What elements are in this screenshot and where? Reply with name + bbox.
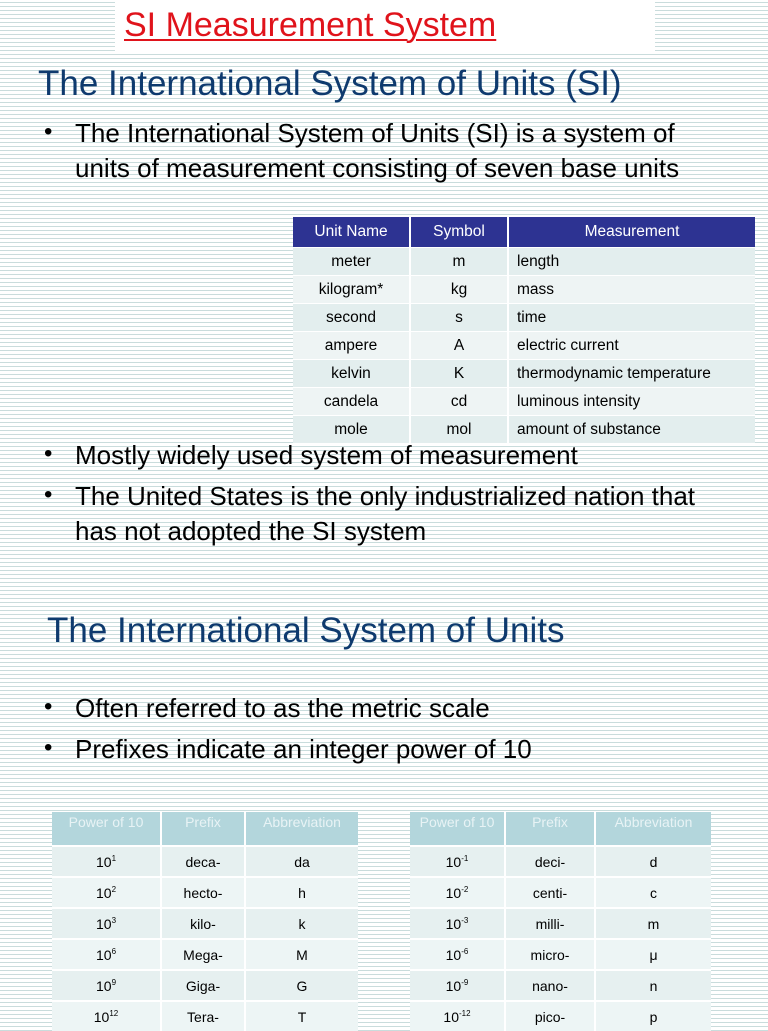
prefix-cell: hecto- [161,877,245,908]
prefix-cell: micro- [505,939,595,970]
prefix-cell: centi- [505,877,595,908]
column-header-abbreviation: Abbreviation [245,812,358,846]
prefix-cell: kilo- [161,908,245,939]
table-row [293,276,755,304]
abbreviation-cell: n [595,970,711,1001]
column-header-symbol: Symbol [410,217,508,248]
prefix-cell: nano- [505,970,595,1001]
bullet-icon: • [44,440,53,467]
symbol-cell: mol [410,416,508,444]
table-row [52,908,358,939]
power-cell: $10^{-2}$ [410,877,505,908]
symbol-cell: s [410,304,508,332]
table-header-row [293,217,755,248]
measurement-cell: length [508,248,755,276]
bullet-item [42,732,702,767]
abbreviation-cell: m [595,908,711,939]
bullet-text: Often referred to as the metric scale [75,693,490,723]
power-cell: $10^{-6}$ [410,939,505,970]
column-header-prefix: Prefix [505,812,595,846]
bullet-item [42,479,702,549]
bullet-icon: • [44,734,53,761]
power-cell: $10^{12}$ [52,1001,161,1031]
table-row [410,1001,711,1031]
prefix-cell: Mega- [161,939,245,970]
unit-name-cell: candela [293,388,410,416]
measurement-cell: time [508,304,755,332]
power-cell: $10^2$ [52,877,161,908]
power-cell: $10^3$ [52,908,161,939]
power-cell: $10^{-3}$ [410,908,505,939]
unit-name-cell: second [293,304,410,332]
symbol-cell: K [410,360,508,388]
table-row [410,970,711,1001]
table-row [293,360,755,388]
bullet-icon: • [44,481,53,508]
prefix-cell: deca- [161,846,245,877]
symbol-cell: kg [410,276,508,304]
bullet-text: The International System of Units (SI) is a system of units of measurement consisting of seven base units [75,118,680,183]
abbreviation-cell: d [595,846,711,877]
prefix-cell: milli- [505,908,595,939]
prefix-table-small [410,812,711,1031]
bullet-text: Mostly widely used system of measurement [75,440,578,470]
table-row [52,1001,358,1031]
table-row [410,877,711,908]
prefix-cell: Giga- [161,970,245,1001]
power-cell: $10^{-12}$ [410,1001,505,1031]
symbol-cell: cd [410,388,508,416]
table-row [293,332,755,360]
power-cell: $10^{-9}$ [410,970,505,1001]
bullet-icon: • [44,118,53,145]
unit-name-cell: ampere [293,332,410,360]
power-cell: $10^{-1}$ [410,846,505,877]
column-header-power: Power of 10 [410,812,505,846]
unit-name-cell: mole [293,416,410,444]
abbreviation-cell: p [595,1001,711,1031]
table-row [410,939,711,970]
prefix-cell: pico- [505,1001,595,1031]
power-cell: $10^1$ [52,846,161,877]
abbreviation-cell: da [245,846,358,877]
measurement-cell: thermodynamic temperature [508,360,755,388]
table-row [52,877,358,908]
power-cell: $10^9$ [52,970,161,1001]
symbol-cell: m [410,248,508,276]
abbreviation-cell: G [245,970,358,1001]
abbreviation-cell: M [245,939,358,970]
prefix-table-large [52,812,358,1031]
table-row [293,248,755,276]
table-row [410,908,711,939]
measurement-cell: amount of substance [508,416,755,444]
abbreviation-cell: T [245,1001,358,1031]
column-header-unit-name: Unit Name [293,217,410,248]
table-row [52,970,358,1001]
column-header-abbreviation: Abbreviation [595,812,711,846]
bullet-item [42,116,702,186]
symbol-cell: A [410,332,508,360]
bullet-list-metric [42,691,702,767]
table-row [52,846,358,877]
table-header-row [410,812,711,846]
section-heading-units: The International System of Units [47,611,565,650]
abbreviation-cell: c [595,877,711,908]
bullet-icon: • [44,693,53,720]
slide-title: SI Measurement System [124,6,497,44]
measurement-cell: electric current [508,332,755,360]
abbreviation-cell: h [245,877,358,908]
abbreviation-cell: k [245,908,358,939]
column-header-measurement: Measurement [508,217,755,248]
section-heading-si: The International System of Units (SI) [38,64,622,103]
measurement-cell: mass [508,276,755,304]
bullet-list-intro [42,116,702,186]
measurement-cell: luminous intensity [508,388,755,416]
bullet-list-usage [42,438,702,549]
table-header-row [52,812,358,846]
bullet-text: Prefixes indicate an integer power of 10 [75,734,532,764]
unit-name-cell: kelvin [293,360,410,388]
table-row [293,388,755,416]
abbreviation-cell: μ [595,939,711,970]
column-header-power: Power of 10 [52,812,161,846]
unit-name-cell: kilogram* [293,276,410,304]
prefix-cell: Tera- [161,1001,245,1031]
bullet-item [42,691,702,726]
unit-name-cell: meter [293,248,410,276]
table-row [293,304,755,332]
table-row [52,939,358,970]
bullet-text: The United States is the only industrialized nation that has not adopted the SI system [75,481,696,546]
power-cell: $10^6$ [52,939,161,970]
column-header-prefix: Prefix [161,812,245,846]
bullet-item [42,438,702,473]
prefix-cell: deci- [505,846,595,877]
table-row [410,846,711,877]
si-base-units-table [293,217,755,443]
